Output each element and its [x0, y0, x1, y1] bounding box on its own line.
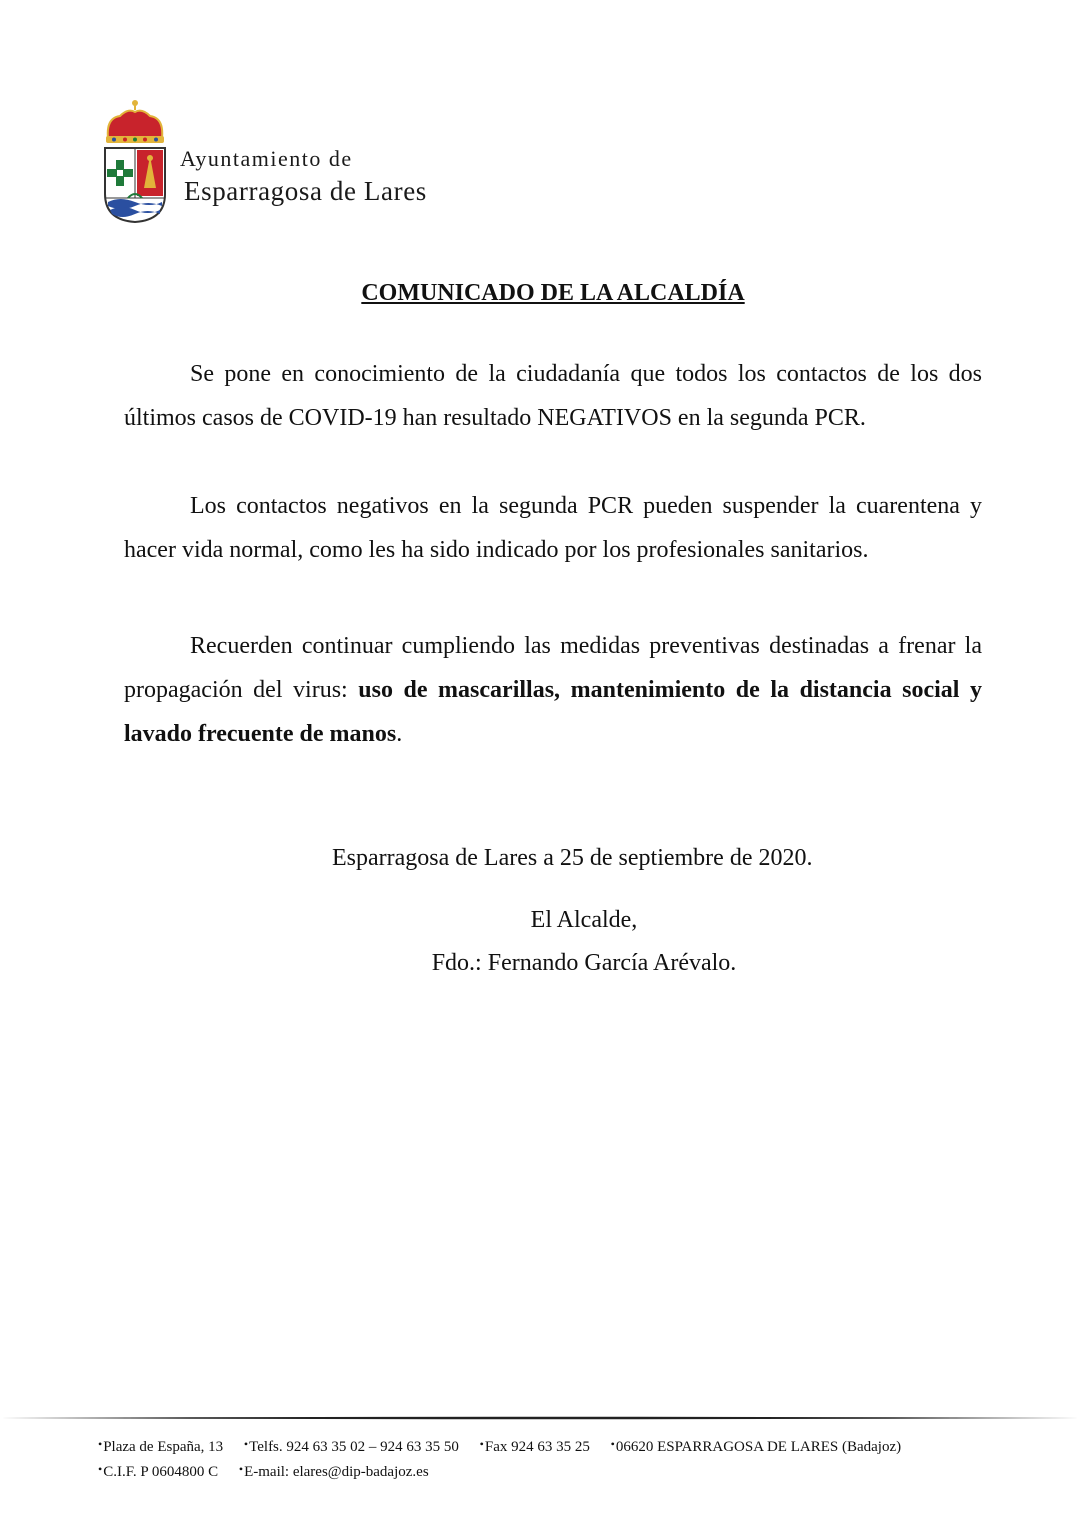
footer-line-1 [98, 1437, 918, 1456]
bullet-icon: • [610, 1437, 615, 1451]
municipal-coat-of-arms-icon [100, 98, 170, 224]
bullet-icon: • [238, 1462, 244, 1476]
bullet-icon: • [479, 1437, 484, 1451]
footer-divider [0, 1414, 1080, 1422]
paragraph-2: Los contactos negativos en la segunda PCR pueden suspender la cuarentena y hacer vida normal, como les ha sido indicado por los profesionales sanitarios. [124, 493, 982, 563]
signature-block [384, 899, 784, 985]
footer-email[interactable]: •E-mail: elares@dip-badajoz.es [238, 1462, 429, 1480]
footer-fax: •Fax 924 63 35 25 [479, 1437, 590, 1455]
paragraph-3-intro: Recuerden continuar cumpliendo las medidas preventivas destinadas a frenar la propagación del virus: [124, 633, 982, 703]
bullet-icon: • [98, 1462, 103, 1476]
org-name-line1: Ayuntamiento de [180, 146, 353, 171]
signer-name: Fdo.: Fernando García Arévalo. [431, 950, 737, 976]
place-and-date: Esparragosa de Lares a 25 de septiembre de 2020. [332, 845, 813, 871]
footer-address: •Plaza de España, 13 [98, 1437, 224, 1455]
bullet-icon: • [243, 1437, 249, 1451]
footer-phones: •Telfs. 924 63 35 02 – 924 63 35 50 [243, 1437, 459, 1455]
paragraph-3-end: . [396, 721, 403, 747]
org-name-line2: Esparragosa de Lares [184, 176, 427, 206]
paragraph-3-bold-2: mantenimiento de la distancia social y lavado frecuente de manos [124, 677, 983, 747]
bullet-icon: • [98, 1437, 103, 1451]
paragraph-1: Se pone en conocimiento de la ciudadanía que todos los contactos de los dos últimos casos de COVID-19 han resultado NEGATIVOS en la segunda PCR. [124, 361, 982, 431]
signer-title: El Alcalde, [530, 907, 638, 933]
footer-postal: •06620 ESPARRAGOSA DE LARES (Badajoz) [610, 1437, 902, 1455]
footer-line-2 [98, 1462, 446, 1481]
paragraph-3-separator: , [554, 677, 571, 703]
document-title: COMUNICADO DE LA ALCALDÍA [361, 280, 745, 306]
paragraph-3 [124, 624, 982, 756]
letterhead [100, 98, 460, 224]
paragraph-3-bold-1: uso de mascarillas [358, 677, 555, 703]
footer-cif: •C.I.F. P 0604800 C [98, 1462, 219, 1480]
